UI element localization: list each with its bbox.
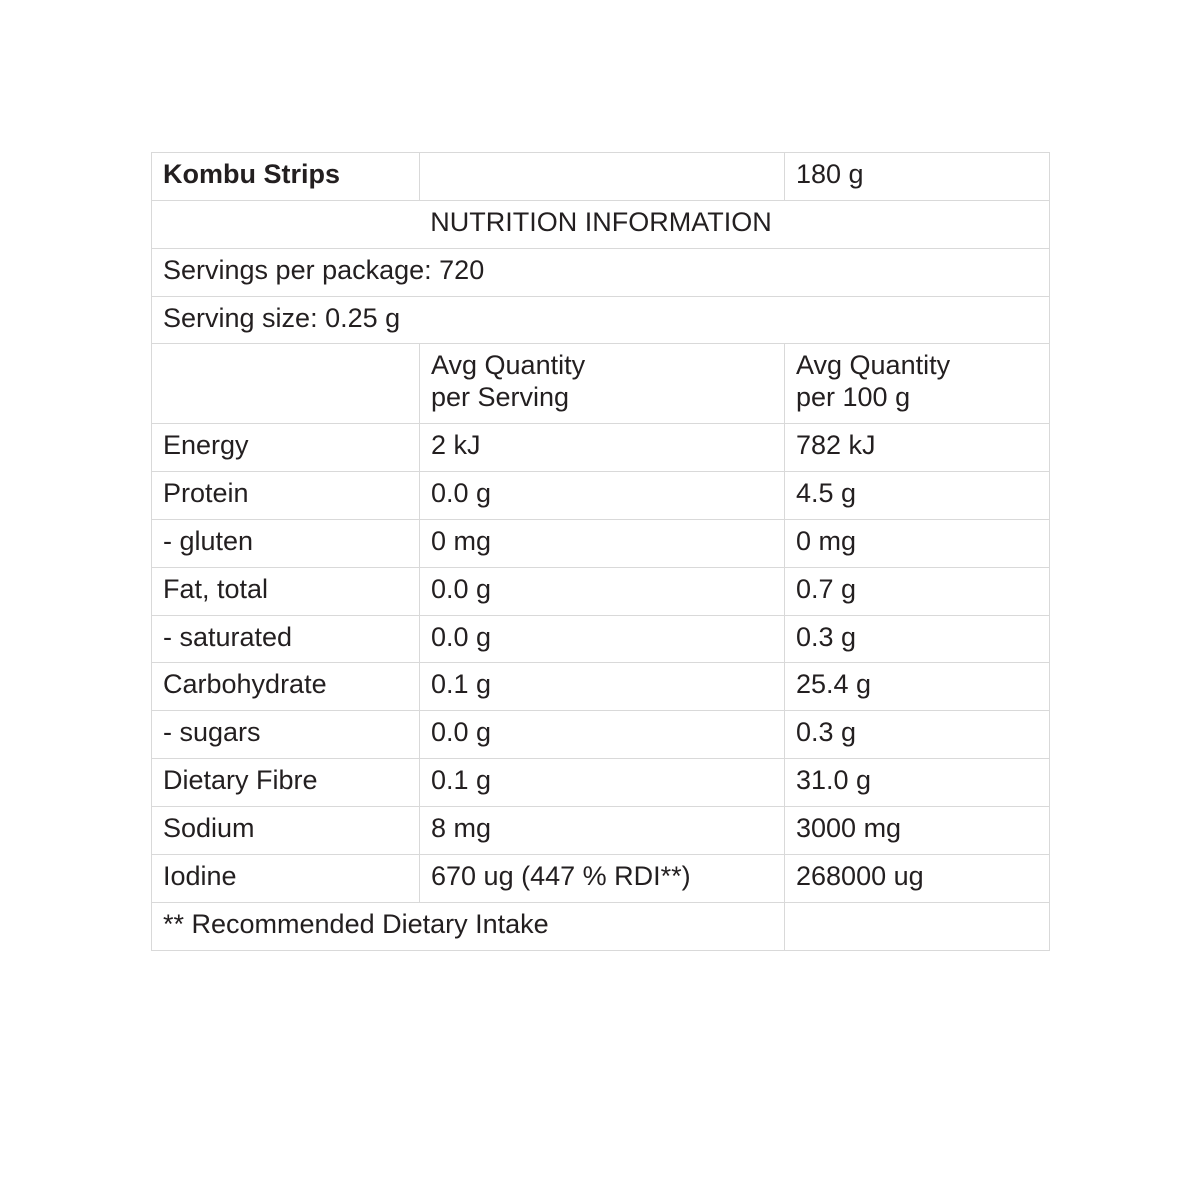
table-row [152, 567, 1050, 615]
nutrient-per-serving: 0.0 g [420, 711, 785, 759]
nutrition-information-panel [151, 152, 1049, 951]
nutrient-per-serving: 2 kJ [420, 424, 785, 472]
nutrient-per-serving: 0 mg [420, 519, 785, 567]
net-weight: 180 g [785, 153, 1050, 201]
column-header-per-100g-line2: per 100 g [796, 382, 911, 413]
footnote-spacer-cell [785, 902, 1050, 950]
nutrient-name: Carbohydrate [152, 663, 420, 711]
footnote-row [152, 902, 1050, 950]
nutrient-name: Protein [152, 472, 420, 520]
nutrient-per-serving: 0.1 g [420, 759, 785, 807]
nutrient-per-serving: 8 mg [420, 807, 785, 855]
column-header-per-serving-line1: Avg Quantity [431, 350, 586, 381]
nutrient-per-100g: 0.7 g [785, 567, 1050, 615]
nutrient-per-100g: 0 mg [785, 519, 1050, 567]
nutrient-per-serving: 0.0 g [420, 472, 785, 520]
nutrient-per-100g: 31.0 g [785, 759, 1050, 807]
nutrient-per-serving: 670 ug (447 % RDI**) [420, 854, 785, 902]
nutrient-name: Sodium [152, 807, 420, 855]
nutrient-per-serving: 0.0 g [420, 567, 785, 615]
nutrient-per-100g: 0.3 g [785, 615, 1050, 663]
nutrient-per-serving: 0.1 g [420, 663, 785, 711]
serving-size: Serving size: 0.25 g [152, 296, 1050, 344]
servings-per-package: Servings per package: 720 [152, 248, 1050, 296]
nutrient-per-100g: 3000 mg [785, 807, 1050, 855]
nutrition-heading: NUTRITION INFORMATION [152, 200, 1050, 248]
title-spacer-cell [420, 153, 785, 201]
nutrient-name: Fat, total [152, 567, 420, 615]
table-row [152, 854, 1050, 902]
column-header-per-serving [420, 344, 785, 424]
nutrient-per-100g: 4.5 g [785, 472, 1050, 520]
nutrition-heading-row [152, 200, 1050, 248]
servings-per-package-row [152, 248, 1050, 296]
product-name: Kombu Strips [152, 153, 420, 201]
table-row [152, 472, 1050, 520]
table-row [152, 759, 1050, 807]
nutrient-name: - saturated [152, 615, 420, 663]
column-header-per-100g [785, 344, 1050, 424]
nutrient-per-100g: 25.4 g [785, 663, 1050, 711]
nutrient-name: Dietary Fibre [152, 759, 420, 807]
table-row [152, 519, 1050, 567]
serving-size-row [152, 296, 1050, 344]
nutrient-name: - gluten [152, 519, 420, 567]
nutrient-name: Energy [152, 424, 420, 472]
nutrient-per-serving: 0.0 g [420, 615, 785, 663]
column-header-row [152, 344, 1050, 424]
table-row [152, 807, 1050, 855]
nutrient-per-100g: 268000 ug [785, 854, 1050, 902]
nutrition-table [151, 152, 1050, 951]
product-title-row [152, 153, 1050, 201]
nutrient-per-100g: 782 kJ [785, 424, 1050, 472]
table-row [152, 615, 1050, 663]
table-row [152, 424, 1050, 472]
column-header-per-serving-line2: per Serving [431, 382, 570, 413]
table-row [152, 711, 1050, 759]
nutrient-name: Iodine [152, 854, 420, 902]
column-header-nutrient [152, 344, 420, 424]
footnote: ** Recommended Dietary Intake [152, 902, 785, 950]
nutrient-name: - sugars [152, 711, 420, 759]
nutrient-per-100g: 0.3 g [785, 711, 1050, 759]
table-row [152, 663, 1050, 711]
column-header-per-100g-line1: Avg Quantity [796, 350, 951, 381]
